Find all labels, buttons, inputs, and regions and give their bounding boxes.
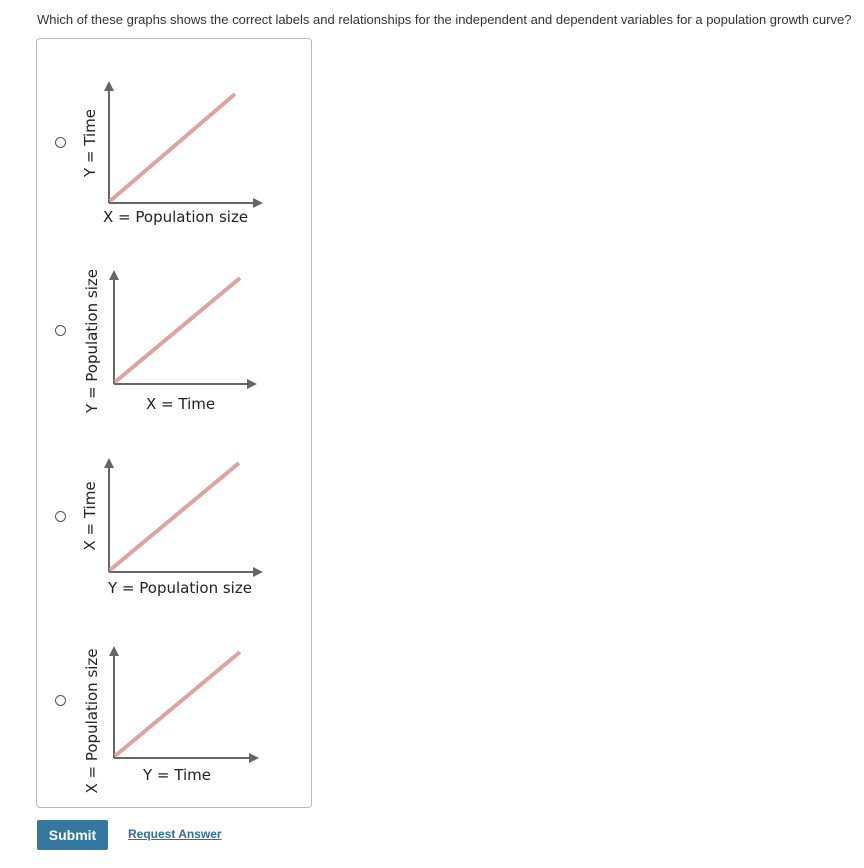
x-axis-arrow xyxy=(253,567,263,577)
question-text: Which of these graphs shows the correct labels and relationships for the independent and dependent variables for a population growth curve? xyxy=(37,12,852,27)
x-axis-arrow xyxy=(253,198,263,208)
y-axis-label: X = Population size xyxy=(83,648,101,794)
x-axis-arrow xyxy=(247,379,257,389)
y-axis-arrow xyxy=(109,646,119,656)
y-axis-label: Y = Time xyxy=(81,109,99,177)
x-axis-label: Y = Time xyxy=(143,766,211,784)
x-axis-label: X = Population size xyxy=(103,208,249,226)
answer-options xyxy=(36,38,312,808)
option-1-graph xyxy=(37,79,313,264)
y-axis-label: X = Time xyxy=(81,481,99,551)
x-axis-label: Y = Population size xyxy=(108,579,252,597)
option-2-graph xyxy=(37,264,313,449)
y-axis-arrow xyxy=(104,81,114,91)
option-3-graph xyxy=(37,449,313,634)
growth-line xyxy=(115,278,240,382)
y-axis-arrow xyxy=(109,270,119,280)
x-axis-label: X = Time xyxy=(146,395,216,413)
growth-line xyxy=(110,94,235,201)
growth-line xyxy=(110,463,239,570)
y-axis-label: Y = Population size xyxy=(83,269,101,413)
submit-button[interactable]: Submit xyxy=(37,820,108,850)
option-4-graph xyxy=(37,634,313,819)
request-answer-link[interactable]: Request Answer xyxy=(128,827,222,841)
growth-line xyxy=(115,652,240,756)
x-axis-arrow xyxy=(249,753,259,763)
y-axis-arrow xyxy=(104,458,114,468)
